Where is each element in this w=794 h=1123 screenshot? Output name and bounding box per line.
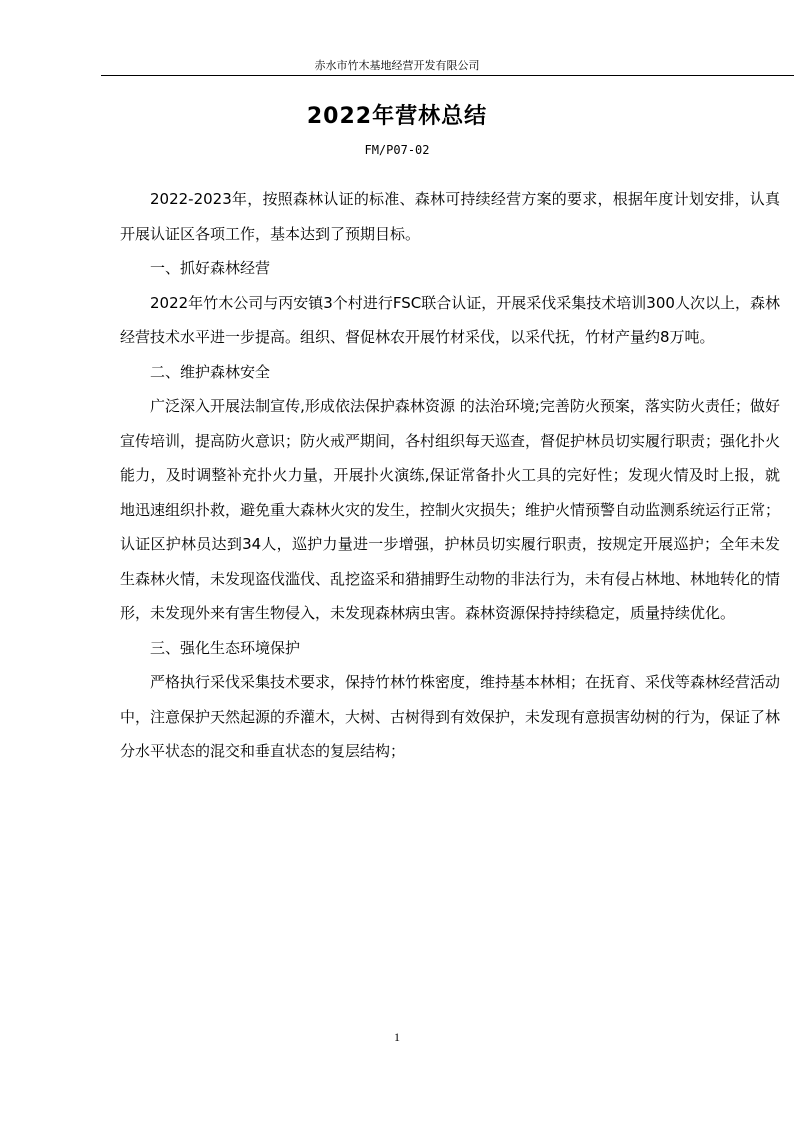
paragraph: 2022年竹木公司与丙安镇3个村进行FSC联合认证，开展采伐采集技术培训300人次以上，森林经营技术水平进一步提高。组织、督促林农开展竹材采伐，以采代抚，竹材产量约8万吨。 [120,293,780,346]
header-divider [101,75,794,76]
page-number: 1 [394,1030,400,1044]
paragraph: 广泛深入开展法制宣传,形成依法保护森林资源 的法治环境;完善防火预案，落实防火责任；做好宣传培训，提高防火意识；防火戒严期间，各村组织每天巡查，督促护林员切实履行职责；强化扑火能力，及时调整补充扑火力量，开展扑火演练,保证常备扑火工具的完好性；发现火情及时上报，就地迅速组织扑救，避免重大森林火灾的发生，控制火灾损失；维护火情预警自动监测系统运行正常；认证区护林员达到34人，巡护力量进一步增强，护林员切实履行职责，按规定开展巡护；全年未发生森林火情，未发现盗伐滥伐、乱挖盗采和猎捕野生动物的非法行为，未有侵占林地、林地转化的情形，未发现外来有害生物侵入，未发现森林病虫害。森林资源保持持续稳定，质量持续优化。 [120,397,781,622]
paragraph: 严格执行采伐采集技术要求，保持竹林竹株密度，维持基本林相；在抚育、采伐等森林经营活动中，注意保护天然起源的乔灌木，大树、古树得到有效保护，未发现有意损害幼树的行为，保证了林分水平状态的混交和垂直状态的复层结构； [120,673,781,760]
document-code: FM/P07-02 [364,143,430,157]
section-heading: 二、维护森林安全 [150,362,271,381]
page-header-company: 赤水市竹木基地经营开发有限公司 [314,59,480,72]
document-body [120,182,780,769]
paragraph: 2022-2023年，按照森林认证的标准、森林可持续经营方案的要求，根据年度计划安排，认真开展认证区各项工作，基本达到了预期目标。 [120,190,780,243]
document-title: 2022年营林总结 [306,104,488,129]
section-heading: 一、抓好森林经营 [150,259,271,277]
section-heading: 三、强化生态环境保护 [150,638,301,657]
